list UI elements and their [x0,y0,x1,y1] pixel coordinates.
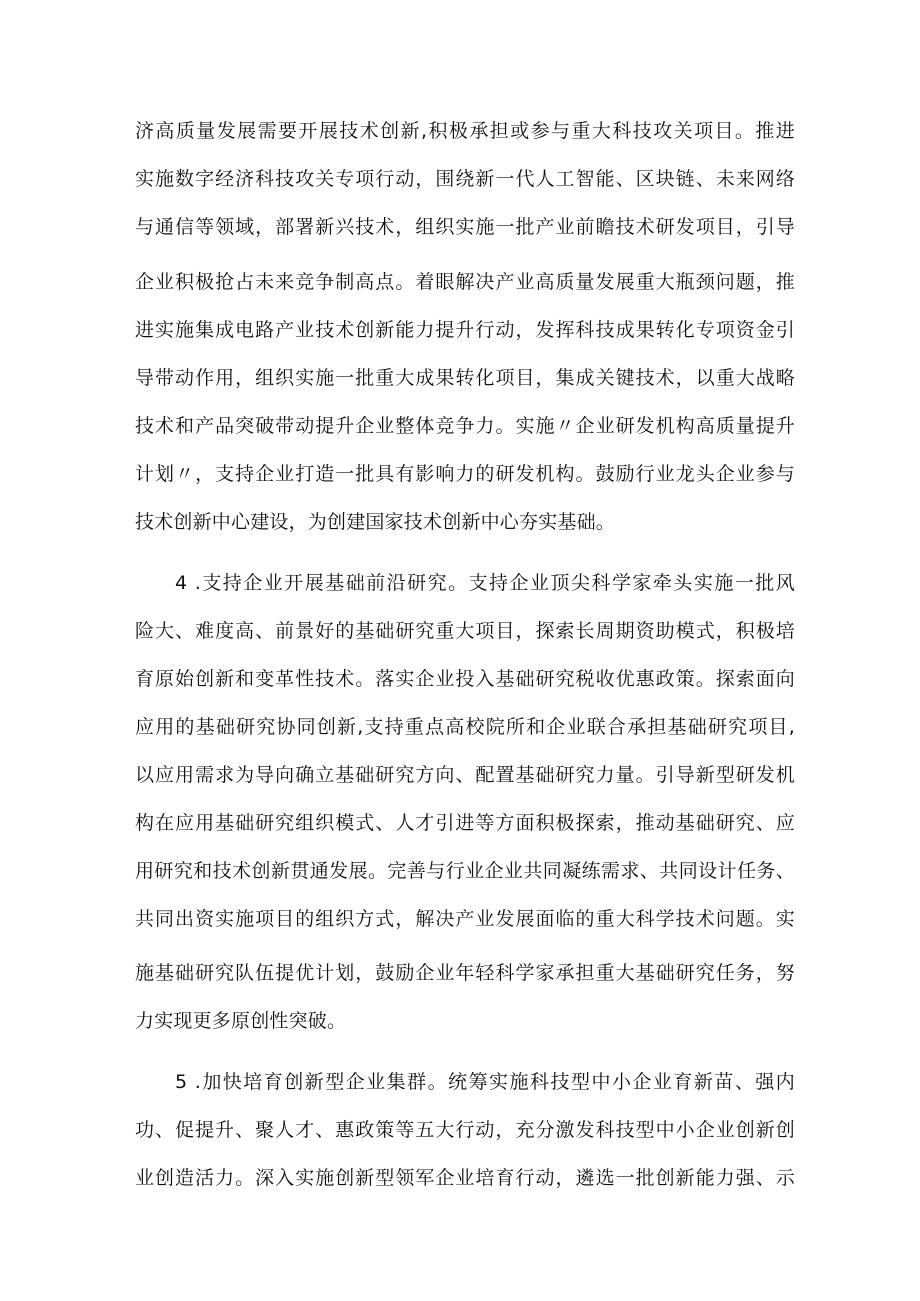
text-line: 技术和产品突破带动提升企业整体竞争力。实施〃企业研发机构高质量提升 [135,415,795,437]
text-line: 功、促提升、聚人才、惠政策等五大行动，充分激发科技型中小企业创新创 [135,1119,795,1141]
text-line: 进实施集成电路产业技术创新能力提升行动，发挥科技成果转化专项资金引 [135,319,795,341]
text-line: 技术创新中心建设，为创建国家技术创新中心夯实基础。 [135,511,616,533]
text-line: 共同出资实施项目的组织方式，解决产业发展面临的重大科学技术问题。实 [135,908,795,930]
text-line: 实施数字经济科技攻关专项行动，围绕新一代人工智能、区块链、未来网络 [135,168,795,190]
text-line: 济高质量发展需要开展技术创新,积极承担或参与重大科技攻关项目。推进 [135,120,795,142]
text-line: 导带动作用，组织实施一批重大成果转化项目，集成关键技术，以重大战略 [135,367,795,389]
section-heading-line: 5 .加快培育创新型企业集群。统筹实施科技型中小企业育新苗、强内 [175,1071,795,1093]
text-line: 以应用需求为导向确立基础研究方向、配置基础研究力量。引导新型研发机 [135,764,795,786]
text-line: 企业积极抢占未来竞争制高点。着眼解决产业高质量发展重大瓶颈问题，推 [135,271,795,293]
text-line: 计划〃，支持企业打造一批具有影响力的研发机构。鼓励行业龙头企业参与 [135,463,795,485]
section-heading-line: 4 .支持企业开展基础前沿研究。支持企业顶尖科学家牵头实施一批风 [175,572,795,594]
text-line: 构在应用基础研究组织模式、人才引进等方面积极探索，推动基础研究、应 [135,812,795,834]
text-line: 与通信等领域，部署新兴技术，组织实施一批产业前瞻技术研发项目，引导 [135,216,795,238]
text-line: 险大、难度高、前景好的基础研究重大项目，探索长周期资助模式，积极培 [135,620,795,642]
text-line: 应用的基础研究协同创新,支持重点高校院所和企业联合承担基础研究项目, [135,716,795,738]
text-line: 用研究和技术创新贯通发展。完善与行业企业共同凝练需求、共同设计任务、 [135,860,795,882]
text-line: 力实现更多原创性突破。 [135,1010,347,1032]
text-line: 施基础研究队伍提优计划，鼓励企业年轻科学家承担重大基础研究任务，努 [135,962,795,984]
text-line: 育原始创新和变革性技术。落实企业投入基础研究税收优惠政策。探索面向 [135,668,795,690]
text-line: 业创造活力。深入实施创新型领军企业培育行动，遴选一批创新能力强、示 [135,1167,795,1189]
